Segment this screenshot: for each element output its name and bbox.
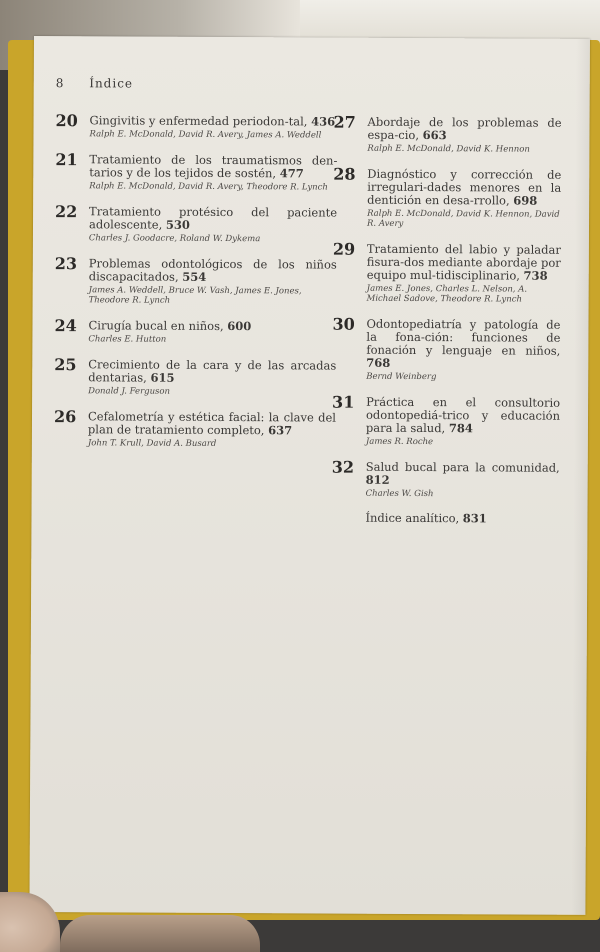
chapter-number: 20	[55, 111, 78, 131]
chapter-page: 738	[523, 268, 548, 283]
chapter-page: 554	[182, 269, 207, 284]
chapter-title: Cirugía bucal en niños, 600	[88, 318, 252, 334]
toc-entry	[332, 392, 561, 448]
chapter-number: 28	[333, 164, 356, 184]
toc-entry	[332, 314, 561, 383]
page-heading: Índice	[89, 76, 134, 91]
chapter-title: Odontopediatría y patología de la fona-ción: funciones de fonación y lenguaje en niños, 768	[366, 316, 561, 370]
chapter-title: Problemas odontológicos de los niños discapacitados, 554	[88, 256, 337, 284]
chapter-page: 812	[365, 472, 390, 487]
toc-entry	[55, 202, 338, 245]
chapter-page: 436	[311, 114, 336, 129]
toc-entry	[333, 112, 562, 155]
chapter-number: 32	[331, 457, 355, 477]
chapter-title: Salud bucal para la comunidad, 812	[365, 459, 560, 487]
chapter-authors: Ralph E. McDonald, David R. Avery, James A. Weddell	[89, 129, 322, 141]
chapter-authors: John T. Krull, David A. Busard	[87, 438, 217, 449]
chapter-page: 768	[366, 355, 391, 370]
chapter-authors: Charles J. Goodacre, Roland W. Dykema	[88, 233, 261, 245]
chapter-authors: Charles W. Gish	[365, 488, 434, 500]
chapter-title: Gingivitis y enfermedad periodon-tal, 436	[89, 113, 336, 129]
toc-entry	[332, 239, 561, 305]
index-label: Índice analítico,	[365, 510, 460, 526]
chapter-authors: Ralph E. McDonald, David K. Hennon, David R. Avery	[366, 208, 560, 229]
toc-entry	[53, 407, 337, 449]
toc-entry	[333, 164, 562, 230]
chapter-authors: Bernd Weinberg	[366, 371, 437, 383]
chapter-number: 31	[332, 392, 355, 412]
toc-entry	[54, 355, 337, 397]
toc-entry	[55, 150, 338, 193]
chapter-page: 784	[448, 421, 473, 436]
chapter-page: 530	[165, 217, 190, 232]
chapter-authors: Ralph E. McDonald, David K. Hennon	[367, 143, 530, 155]
page-header	[56, 76, 133, 90]
chapter-page: 477	[279, 166, 304, 181]
chapter-authors: James E. Jones, Charles L. Nelson, A. Michael Sadove, Theodore R. Lynch	[366, 283, 528, 305]
chapter-title: Tratamiento protésico del paciente adolescente, 530	[88, 204, 338, 232]
chapter-authors: Charles E. Hutton	[88, 334, 167, 345]
chapter-authors: Donald J. Ferguson	[88, 386, 171, 397]
chapter-number: 25	[54, 355, 77, 375]
index-entry	[331, 511, 559, 526]
chapter-number: 23	[54, 254, 78, 274]
toc-column-left	[53, 111, 338, 463]
chapter-title: Tratamiento del labio y paladar fisura-dos mediante abordaje por equipo mul-tidisciplinario, 738	[366, 241, 561, 283]
chapter-number: 29	[332, 239, 356, 259]
chapter-number: 27	[333, 112, 356, 132]
chapter-title: Cefalometría y estética facial: la clave del plan de tratamiento completo, 637	[87, 409, 337, 438]
index-page: 831	[462, 511, 487, 526]
chapter-page: 600	[227, 319, 252, 334]
toc-entry	[54, 254, 337, 306]
toc-column-right	[331, 112, 562, 526]
book-page	[29, 36, 590, 915]
chapter-title: Crecimiento de la cara y de las arcadas dentarias, 615	[88, 357, 337, 385]
hand	[60, 915, 260, 952]
chapter-number: 30	[332, 314, 355, 334]
toc-entry	[331, 457, 560, 500]
chapter-number: 26	[53, 407, 77, 427]
chapter-authors: Ralph E. McDonald, David R. Avery, Theodore R. Lynch	[89, 181, 328, 193]
chapter-title: Tratamiento de los traumatismos den-tarios y de los tejidos de sostén, 477	[89, 152, 338, 181]
chapter-authors: James A. Weddell, Bruce W. Vash, James E. Jones, Theodore R. Lynch	[88, 285, 302, 306]
chapter-number: 24	[54, 316, 77, 336]
chapter-authors: James R. Roche	[365, 436, 434, 448]
page-number: 8	[55, 76, 65, 91]
chapter-title: Diagnóstico y corrección de irregulari-dades menores en la dentición en desa-rrollo, 698	[367, 166, 562, 208]
chapter-page: 615	[150, 370, 175, 385]
chapter-title: Práctica en el consultorio odontopediá-trico y educación para la salud, 784	[365, 394, 561, 436]
chapter-page: 698	[513, 193, 538, 208]
toc-entry	[55, 111, 337, 141]
chapter-title: Abordaje de los problemas de espa-cio, 663	[367, 114, 562, 143]
chapter-page: 663	[422, 128, 447, 143]
chapter-number: 22	[55, 202, 78, 222]
toc-entry	[54, 316, 336, 345]
chapter-page: 637	[268, 423, 293, 438]
chapter-number: 21	[55, 150, 78, 170]
